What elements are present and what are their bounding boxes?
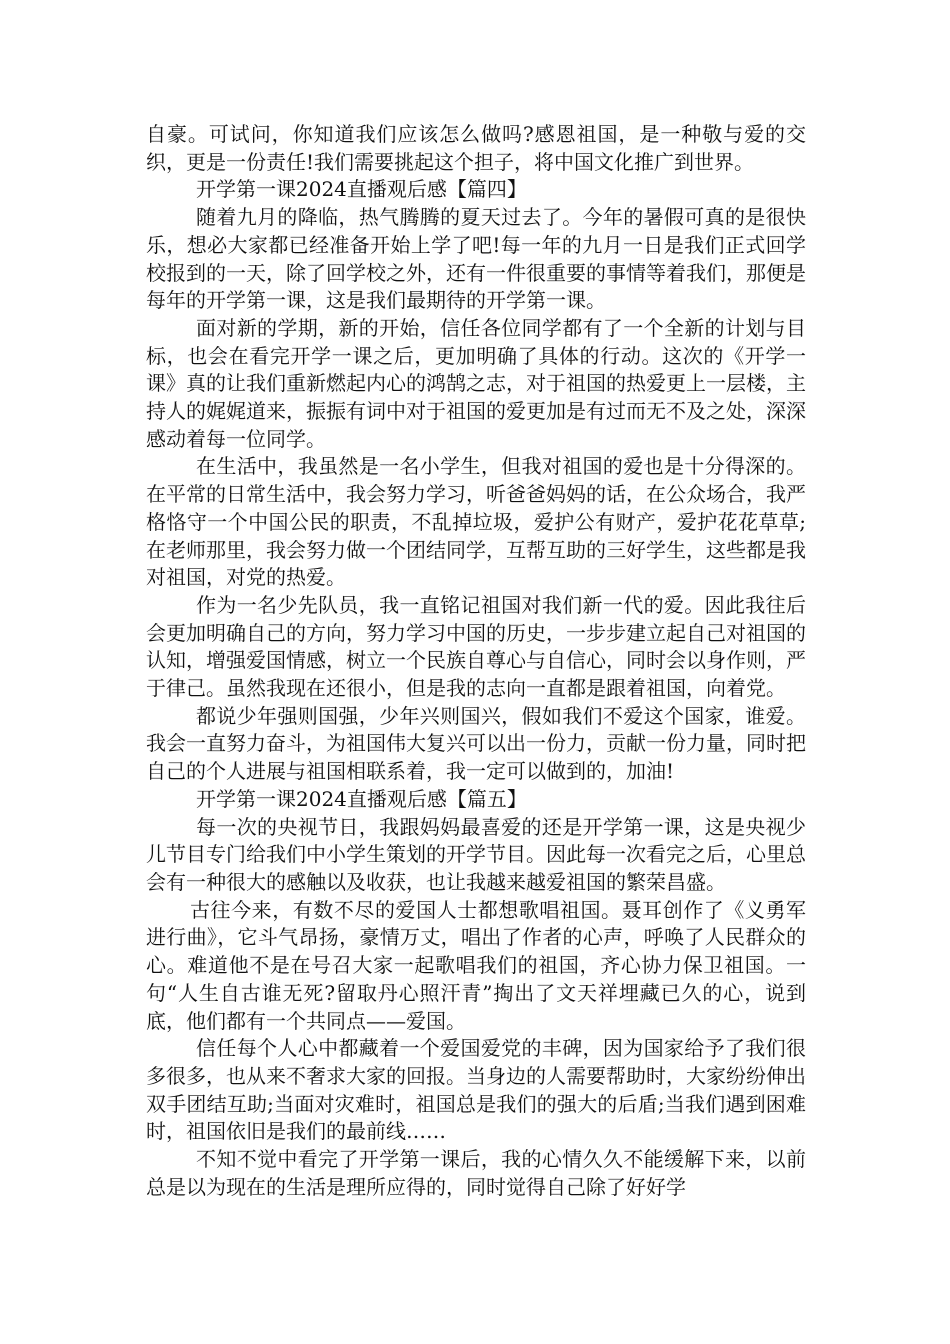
paragraph: 信任每个人心中都藏着一个爱国爱党的丰碑，因为国家给予了我们很多很多，也从来不奢求大家的回报。当身边的人需要帮助时，大家纷纷伸出双手团结互助;当面对灾难时，祖国总是我们的强大的后盾;当我们遇到困难时，祖国依旧是我们的最前线…… bbox=[146, 1036, 806, 1144]
paragraph: 古往今来，有数不尽的爱国人士都想歌唱祖国。聂耳创作了《义勇军进行曲》，它斗气昂扬，豪情万丈，唱出了作者的心声，呼唤了人民群众的心。难道他不是在号召大家一起歌唱我们的祖国，齐心协力保卫祖国。一句“人生自古谁无死?留取丹心照汗青”掏出了文天祥埋藏已久的心，说到底，他们都有一个共同点——爱国。 bbox=[146, 897, 806, 1033]
paragraph: 每一次的央视节日，我跟妈妈最喜爱的还是开学第一课，这是央视少儿节目专门给我们中小学生策划的开学节目。因此每一次看完之后，心里总会有一种很大的感触以及收获，也让我越来越爱祖国的繁荣昌盛。 bbox=[146, 814, 806, 894]
paragraph-truncated: 不知不觉中看完了开学第一课后，我的心情久久不能缓解下来，以前总是以为现在的生活是理所应得的，同时觉得自己除了好好学 bbox=[146, 1147, 806, 1199]
section-heading-part-five: 开学第一课2024直播观后感【篇五】 bbox=[196, 786, 527, 811]
paragraph: 都说少年强则国强，少年兴则国兴，假如我们不爱这个国家，谁爱。我会一直努力奋斗，为祖国伟大复兴可以出一份力，贡献一份力量，同时把自己的个人进展与祖国相联系着，我一定可以做到的，加油! bbox=[146, 703, 806, 784]
paragraph-intro-continuation: 自豪。可试问，你知道我们应该怎么做吗?感恩祖国，是一种敬与爱的交织，更是一份责任!我们需要挑起这个担子，将中国文化推广到世界。 bbox=[146, 122, 806, 174]
paragraph: 面对新的学期，新的开始，信任各位同学都有了一个全新的计划与目标，也会在看完开学一课之后，更加明确了具体的行动。这次的《开学一课》真的让我们重新燃起内心的鸿鹄之志，对于祖国的热爱更上一层楼，主持人的娓娓道来，振振有词中对于祖国的爱更加是有过而无不及之处，深深感动着每一位同学。 bbox=[146, 315, 806, 451]
paragraph: 作为一名少先队员，我一直铭记祖国对我们新一代的爱。因此我往后会更加明确自己的方向，努力学习中国的历史，一步步建立起自己对祖国的认知，增强爱国情感，树立一个民族自尊心与自信心，同时会以身作则，严于律己。虽然我现在还很小，但是我的志向一直都是跟着祖国，向着党。 bbox=[146, 592, 806, 701]
paragraph: 在生活中，我虽然是一名小学生，但我对祖国的爱也是十分得深的。在平常的日常生活中，我会努力学习，听爸爸妈妈的话，在公众场合，我严格恪守一个中国公民的职责，不乱掉垃圾，爱护公有财产，爱护花花草草;在老师那里，我会努力做一个团结同学，互帮互助的三好学生，这些都是我对祖国，对党的热爱。 bbox=[146, 454, 806, 590]
document-page bbox=[146, 121, 806, 1201]
section-heading-part-four: 开学第一课2024直播观后感【篇四】 bbox=[196, 177, 527, 202]
paragraph: 随着九月的降临，热气腾腾的夏天过去了。今年的暑假可真的是很快乐，想必大家都已经准备开始上学了吧!每一年的九月一日是我们正式回学校报到的一天，除了回学校之外，还有一件很重要的事情等着我们，那便是每年的开学第一课，这是我们最期待的开学第一课。 bbox=[146, 205, 806, 313]
